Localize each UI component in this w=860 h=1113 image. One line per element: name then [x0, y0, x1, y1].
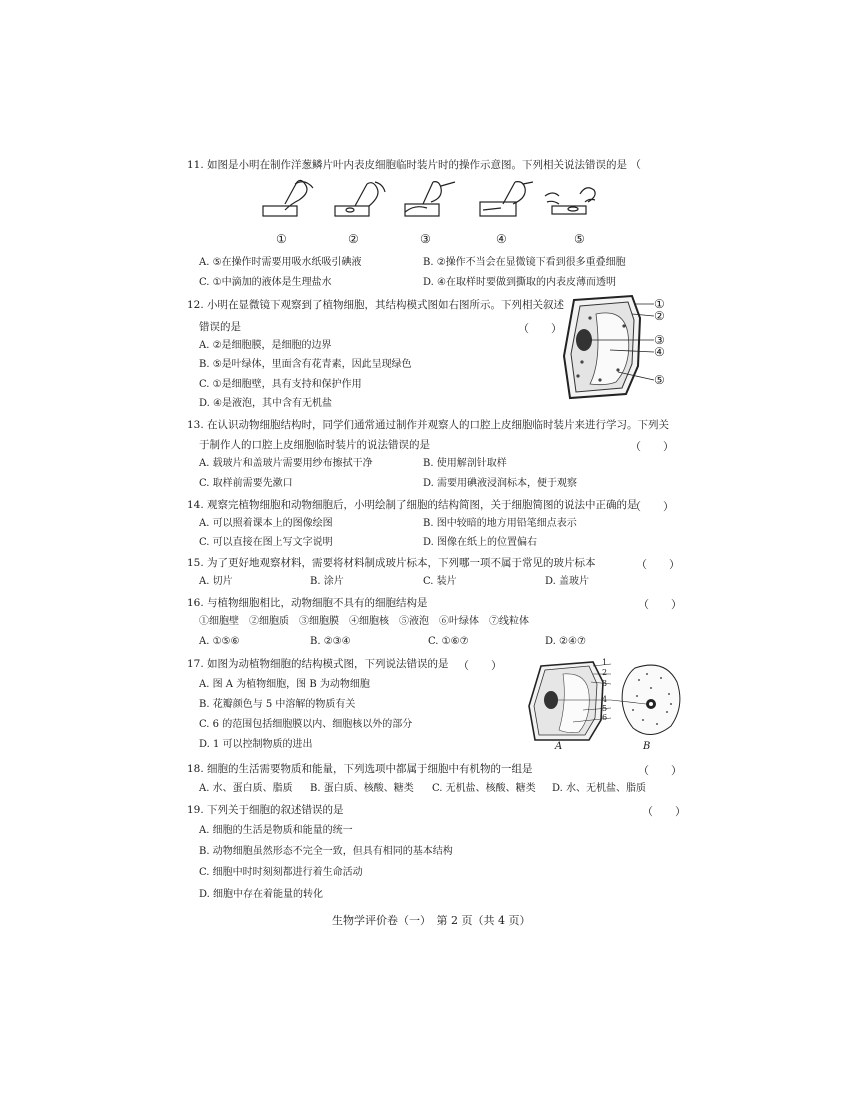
- q12-option-b: B. ⑤是叶绿体，里面含有花青素，因此呈现绿色: [199, 359, 412, 370]
- q19-option-b: B. 动物细胞虽然形态不完全一致，但具有相同的基本结构: [199, 846, 453, 857]
- q14-option-d: D. 图像在纸上的位置偏右: [423, 537, 538, 548]
- q17-diagram-number-3: 3: [602, 679, 608, 688]
- q17-diagram-caption-a: A: [555, 741, 563, 752]
- q12-diagram-label-1: ①: [654, 297, 665, 311]
- q11-stem: 11. 如图是小明在制作洋葱鳞片叶内表皮细胞临时装片时的操作示意图。下列相关说法错误的是 （: [187, 159, 641, 171]
- q13-option-d: D. 需要用碘液浸润标本，便于观察: [423, 478, 578, 489]
- q11-option-b: B. ②操作不当会在显微镜下看到很多重叠细胞: [423, 257, 626, 268]
- q19-answer-paren: （ ）: [642, 805, 686, 818]
- q13-option-a: A. 载玻片和盖玻片需要用纱布擦拭干净: [199, 458, 373, 469]
- q13-option-c: C. 取样前需要先漱口: [199, 478, 293, 489]
- q13-option-b: B. 使用解剖针取样: [423, 458, 507, 469]
- q17-diagram-number-6: 6: [602, 713, 608, 722]
- q16-option-b: B. ②③④: [310, 636, 351, 647]
- q14-option-a: A. 可以照着课本上的图像绘图: [199, 518, 333, 529]
- q17-diagram-number-4: 4: [602, 695, 608, 704]
- q12-option-c: C. ①是细胞壁，具有支持和保护作用: [199, 379, 362, 390]
- q16-option-d: D. ②④⑦: [545, 636, 586, 647]
- q16-stem: 16. 与植物细胞相比，动物细胞不具有的细胞结构是: [187, 597, 428, 609]
- q14-option-b: B. 图中较暗的地方用铅笔细点表示: [423, 518, 577, 529]
- q19-stem: 19. 下列关于细胞的叙述错误的是: [187, 804, 344, 816]
- q14-answer-paren: （ ）: [630, 500, 674, 513]
- q15-answer-paren: （ ）: [636, 558, 680, 571]
- q16-structure-list: ①细胞壁 ②细胞质 ③细胞膜 ④细胞核 ⑤液泡 ⑥叶绿体 ⑦线粒体: [199, 616, 529, 627]
- q12-diagram-label-3: ③: [654, 333, 665, 347]
- q13-stem: 13. 在认识动物细胞结构时，同学们通常通过制作并观察人的口腔上皮细胞临时装片来进行学习。下列关: [187, 419, 670, 431]
- q17-diagram-caption-b: B: [643, 741, 651, 752]
- q16-option-c: C. ①⑥⑦: [428, 636, 469, 647]
- q11-step-label-1: ①: [276, 232, 287, 246]
- q18-option-d: D. 水、无机盐、脂质: [552, 783, 647, 794]
- q14-option-c: C. 可以直接在图上写文字说明: [199, 537, 333, 548]
- q12-diagram-label-2: ②: [654, 309, 665, 323]
- q17-option-a: A. 图 A 为植物细胞，图 B 为动物细胞: [199, 679, 370, 690]
- q15-option-c: C. 装片: [423, 576, 457, 587]
- q15-option-a: A. 切片: [199, 576, 233, 587]
- q11-procedure-illustration: [255, 176, 615, 226]
- q11-step-label-2: ②: [348, 232, 359, 246]
- q19-option-a: A. 细胞的生活是物质和能量的统一: [199, 825, 353, 836]
- q17-answer-paren: （ ）: [458, 659, 502, 672]
- q17-diagram-number-2: 2: [602, 668, 608, 677]
- q18-option-b: B. 蛋白质、核酸、糖类: [310, 783, 414, 794]
- q13-answer-paren: （ ）: [630, 440, 674, 453]
- q19-option-d: D. 细胞中存在着能量的转化: [199, 889, 324, 900]
- q14-stem: 14. 观察完植物细胞和动物细胞后，小明绘制了细胞的结构简图，关于细胞简图的说法中正确的是: [187, 499, 638, 511]
- q17-option-b: B. 花瓣颜色与 5 中溶解的物质有关: [199, 699, 356, 710]
- q18-option-a: A. 水、蛋白质、脂质: [199, 783, 293, 794]
- q12-stem-cont: 错误的是: [199, 321, 241, 333]
- q12-answer-paren: （ ）: [518, 322, 562, 335]
- q17-diagram-number-5: 5: [602, 704, 608, 713]
- q16-answer-paren: （ ）: [638, 598, 682, 611]
- q12-stem: 12. 小明在显微镜下观察到了植物细胞，其结构模式图如右图所示。下列相关叙述: [187, 299, 565, 311]
- q17-diagram-number-1: 1: [602, 658, 608, 667]
- q18-stem: 18. 细胞的生活需要物质和能量，下列选项中都属于细胞中有机物的一组是: [187, 763, 533, 775]
- q17-stem: 17. 如图为动植物细胞的结构模式图，下列说法错误的是: [187, 658, 449, 670]
- q18-option-c: C. 无机盐、核酸、糖类: [432, 783, 536, 794]
- page-footer: 生物学评价卷（一） 第 2 页（共 4 页）: [332, 914, 531, 927]
- q12-diagram-label-5: ⑤: [654, 373, 665, 387]
- q15-stem: 15. 为了更好地观察材料，需要将材料制成玻片标本，下列哪一项不属于常见的玻片标本: [187, 557, 596, 569]
- q11-option-c: C. ①中滴加的液体是生理盐水: [199, 277, 332, 288]
- q15-option-d: D. 盖玻片: [545, 576, 590, 587]
- q18-answer-paren: （ ）: [638, 764, 682, 777]
- q12-diagram-label-4: ④: [654, 345, 665, 359]
- q16-option-a: A. ①⑤⑥: [199, 636, 240, 647]
- q11-option-d: D. ④在取样时要做到撕取的内表皮薄而透明: [423, 277, 616, 288]
- q13-stem-cont: 于制作人的口腔上皮细胞临时装片的说法错误的是: [199, 439, 430, 451]
- q15-option-b: B. 涂片: [310, 576, 344, 587]
- q11-step-label-5: ⑤: [574, 232, 585, 246]
- q11-option-a: A. ⑤在操作时需要用吸水纸吸引碘液: [199, 257, 362, 268]
- q12-option-a: A. ②是细胞膜，是细胞的边界: [199, 340, 332, 351]
- q11-step-label-3: ③: [420, 232, 431, 246]
- q12-option-d: D. ④是液泡，其中含有无机盐: [199, 398, 332, 409]
- q19-option-c: C. 细胞中时时刻刻都进行着生命活动: [199, 867, 363, 878]
- q17-option-c: C. 6 的范围包括细胞膜以内、细胞核以外的部分: [199, 719, 413, 730]
- q11-step-label-4: ④: [496, 232, 507, 246]
- q17-option-d: D. 1 可以控制物质的进出: [199, 739, 313, 750]
